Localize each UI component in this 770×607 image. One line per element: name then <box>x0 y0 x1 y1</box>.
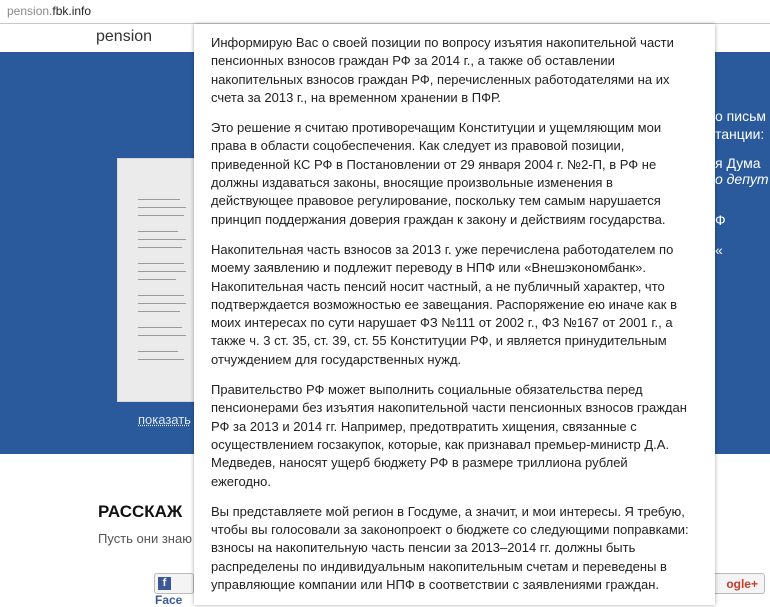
right-text-5: Ф <box>715 212 726 228</box>
right-text-1: о письм <box>715 108 766 124</box>
address-bar[interactable] <box>0 0 770 24</box>
facebook-icon: f <box>158 577 171 590</box>
letter-paragraph-4: Правительство РФ может выполнить социальные обязательства перед пенсионерами без изъятия накопительной части пенсионных взносов граждан РФ за 2013 и 2014 гг. Например, предотвратить хищения, связанные с осуществлением госзакупок, которые, как признавал премьер-министр Д.А. Медведев, наносят ущерб бюджету РФ в размере триллиона рублей ежегодно. <box>211 382 687 489</box>
share-subtext: Пусть они знаю <box>98 531 192 546</box>
right-text-2: танции: <box>715 126 765 142</box>
googleplus-button-label: ogle+ <box>726 577 758 591</box>
letter-paragraph-2: Это решение я считаю противоречащим Конституции и ущемляющим мои права в области соцобеспечения. Как следует из правовой позиции, приведенной КС РФ в Постановлении от 29 января 2004 г. №2-П, в РФ не должны издаваться законы, вносящие произвольные изменения в действующее правовое регулирование, поскольку тем самым нарушается принцип поддержания доверия граждан к закону и действиям государства. <box>211 120 666 227</box>
site-name: pension <box>96 28 153 45</box>
right-text-3: я Дума <box>715 155 761 171</box>
letter-text <box>211 34 691 606</box>
letter-paragraph-5: Вы представляете мой регион в Госдуме, а значит, и мои интересы. Я требую, чтобы вы голосовали за законопроект о бюджете со следующими поправками: взносы на накопительную часть пенсии за 2013–2014 гг. должны быть распределены по индивидуальным накопительным счетам и переведены в управляющие компании или НПФ в соответствии с заявлениями граждан. <box>211 503 689 593</box>
right-text-4: о депут <box>715 171 769 187</box>
letter-modal <box>194 24 715 605</box>
facebook-share-button[interactable] <box>154 573 194 607</box>
facebook-button-label: Face <box>155 593 183 607</box>
url-text: pension.fbk.info <box>7 4 92 18</box>
letter-paragraph-3: Накопительная часть взносов за 2013 г. уже перечислена работодателем по моему заявлению и подлежит переводу в НПФ или «Внешэкономбанк». Накопительная часть пенсий носит частный, а не публичный характер, что подтверждается возможностью ее завещания. Распоряжение ею иначе как в моих интересах по сути нарушает ФЗ №111 от 2002 г., ФЗ №167 от 2001 г., а также ч. 3 ст. 35, ст. 39, ст. 55 Конституции РФ, и является принудительным отчуждением для государственных нужд. <box>211 241 677 367</box>
share-heading: РАССКАЖ <box>98 502 183 521</box>
letter-paragraph-1: Информирую Вас о своей позиции по вопросу изъятия накопительной части пенсионных взносов граждан РФ за 2014 г., а также об оставлении накопительных взносов граждан РФ, перечисленных работодателями на их счета за 2013 г., на временном хранении в ПФР. <box>211 35 674 105</box>
show-letter-link[interactable]: показать <box>138 412 191 427</box>
right-text-6: « <box>715 242 723 258</box>
letter-preview-image[interactable] <box>118 159 198 401</box>
